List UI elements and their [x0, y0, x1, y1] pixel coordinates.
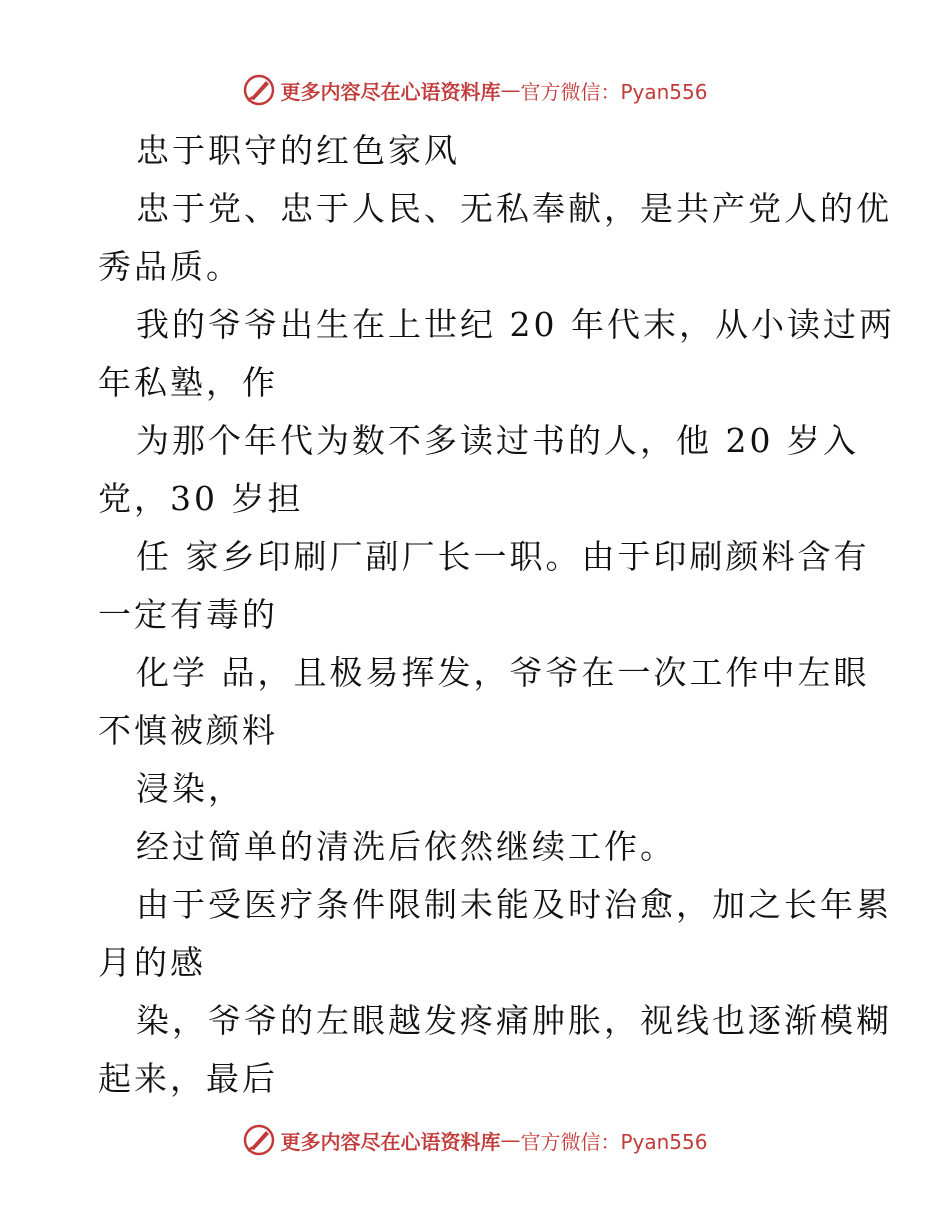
text-line: 年私塾，作 [98, 363, 278, 402]
banner-wechat-text: 官方微信：Pyan556 [520, 79, 708, 104]
text-line: 经过简单的清洗后依然继续工作。 [136, 827, 676, 866]
text-line: 月的感 [98, 943, 206, 982]
text-line: 起来，最后 [98, 1059, 278, 1098]
banner-brand-text: 更多内容尽在心语资料库 [280, 1129, 501, 1154]
banner-wechat-text: 官方微信：Pyan556 [520, 1129, 708, 1154]
quill-logo-icon [242, 1123, 276, 1157]
banner-dash: — [500, 1128, 521, 1152]
banner-dash: — [500, 78, 521, 102]
text-line: 浸染， [136, 769, 244, 808]
text-line: 化学 品，且极易挥发，爷爷在一次工作中左眼 [136, 653, 870, 692]
text-line: 忠于党、忠于人民、无私奉献，是共产党人的优 [136, 189, 892, 228]
quill-logo-icon [242, 73, 276, 107]
text-line: 忠于职守的红色家风 [136, 131, 460, 170]
text-line: 染，爷爷的左眼越发疼痛肿胀，视线也逐渐模糊 [136, 1001, 892, 1040]
text-line: 由于受医疗条件限制未能及时治愈，加之长年累 [136, 885, 892, 924]
text-line: 为那个年代为数不多读过书的人，他 20 岁入 [136, 421, 859, 460]
text-line: 一定有毒的 [98, 595, 278, 634]
header-watermark-banner [0, 70, 950, 110]
text-line: 秀品质。 [98, 247, 242, 286]
footer-watermark-banner [0, 1120, 950, 1160]
text-line: 不慎被颜料 [98, 711, 278, 750]
document-body [98, 122, 895, 1108]
text-line: 任 家乡印刷厂副厂长一职。由于印刷颜料含有 [136, 537, 870, 576]
banner-brand-text: 更多内容尽在心语资料库 [280, 79, 501, 104]
text-line: 党，30 岁担 [98, 479, 304, 518]
text-line: 我的爷爷出生在上世纪 20 年代末，从小读过两 [136, 305, 895, 344]
